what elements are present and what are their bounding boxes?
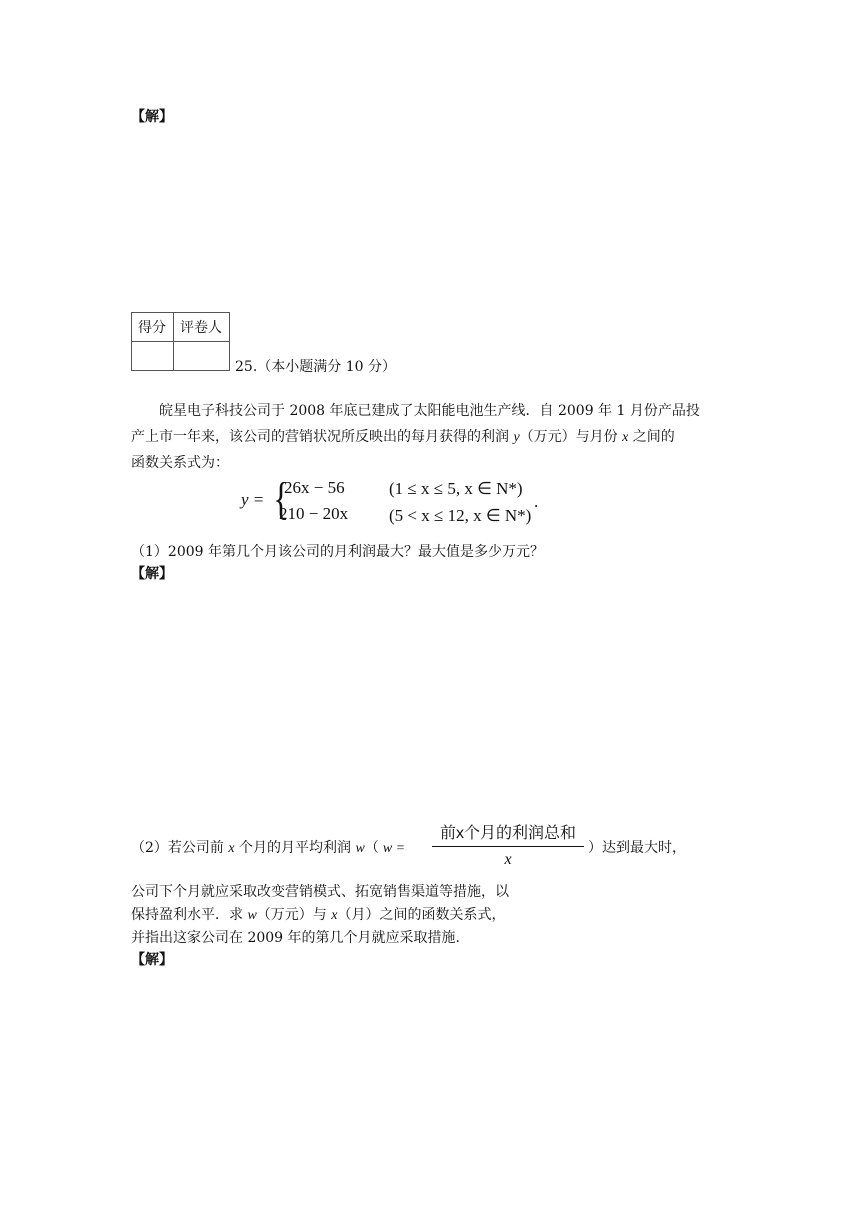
score-table bbox=[131, 312, 230, 371]
formula-case1-expr: 26x − 56 bbox=[284, 478, 345, 497]
part2-line4: 并指出这家公司在 2009 年的第几个月就应采取措施. bbox=[131, 930, 460, 946]
part1-text: （1）2009 年第几个月该公司的月利润最大？最大值是多少万元？ bbox=[131, 544, 544, 560]
formula-end: . bbox=[534, 492, 539, 511]
part2-line1: （2）若公司前 x 个月的月平均利润 w（ w = bbox=[131, 840, 406, 856]
question-intro-line3: 函数关系式为： bbox=[131, 455, 229, 471]
formula-case2-cond: (5 < x ≤ 12, x ∈ N*) bbox=[389, 506, 532, 525]
question-intro-line1: 皖星电子科技公司于 2008 年底已建成了太阳能电池生产线．自 2009 年 1 月份产品投 bbox=[159, 403, 700, 419]
fraction-numerator: 前x个月的利润总和 bbox=[432, 820, 584, 847]
formula-case1-cond: (1 ≤ x ≤ 5, x ∈ N*) bbox=[389, 479, 523, 498]
fraction-denominator: x bbox=[504, 851, 512, 868]
var-y: y bbox=[513, 430, 520, 445]
grader-header: 评卷人 bbox=[174, 313, 230, 342]
answer-label-part1: 【解】 bbox=[131, 566, 173, 582]
w-equals: w = bbox=[382, 841, 406, 856]
formula-case2-expr: 210 − 20x bbox=[279, 504, 349, 523]
part2-line2: 公司下个月就应采取改变营销模式、拓宽销售渠道等措施，以 bbox=[131, 884, 509, 900]
part2-line3: 保持盈利水平．求 w（万元）与 x（月）之间的函数关系式， bbox=[131, 907, 506, 923]
answer-label-part2: 【解】 bbox=[131, 952, 173, 968]
part2-line1-end: ）达到最大时， bbox=[588, 840, 686, 856]
question-intro-line2: 产上市一年来，该公司的营销状况所反映出的每月获得的利润 y（万元）与月份 x 之间的 bbox=[131, 429, 675, 445]
score-cell[interactable] bbox=[132, 342, 174, 371]
formula-brace: { bbox=[273, 473, 289, 524]
score-header: 得分 bbox=[132, 313, 174, 342]
grader-cell[interactable] bbox=[174, 342, 230, 371]
question-header: 25.（本小题满分 10 分） bbox=[235, 359, 396, 375]
formula-lhs: y = bbox=[241, 490, 265, 509]
answer-label-top: 【解】 bbox=[131, 109, 173, 125]
var-x: x bbox=[622, 430, 629, 445]
average-profit-fraction bbox=[432, 820, 584, 869]
